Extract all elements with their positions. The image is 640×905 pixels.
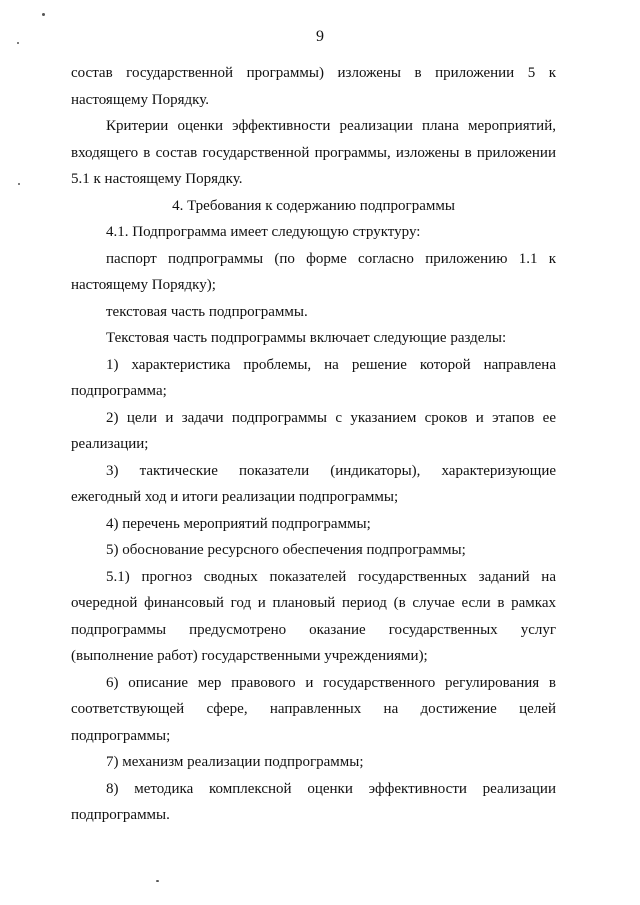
list-item: 6) описание мер правового и государственного регулирования в соответствующей сфере, направленных на достижение целей подпрограммы; [71,674,556,744]
page-number: 9 [316,28,324,45]
list-item: 5.1) прогноз сводных показателей государственных заданий на очередной финансовый год и плановый период (в случае если в рамках подпрограммы предусмотрено оказание государственных услуг (выполнение работ) государственными учреждениями); [71,568,556,664]
scan-speck [17,42,19,44]
paragraph: текстовая часть подпрограммы. [106,303,308,320]
list-item: 7) механизм реализации подпрограммы; [106,754,364,770]
paragraph: Текстовая часть подпрограммы включает следующие разделы: [106,330,507,346]
list-item: 3) тактические показатели (индикаторы), характеризующие ежегодный ход и итоги реализации подпрограммы; [71,462,556,505]
list-item: 1) характеристика проблемы, на решение которой направлена подпрограмма; [71,356,556,399]
section-heading: 4. Требования к содержанию подпрограммы [172,197,455,214]
paragraph: 4.1. Подпрограмма имеет следующую структуру: [106,224,421,240]
list-item: 2) цели и задачи подпрограммы с указанием сроков и этапов ее реализации; [71,409,556,452]
list-item: 5) обоснование ресурсного обеспечения подпрограммы; [106,542,466,558]
document-body [71,60,556,829]
scan-speck [42,13,45,16]
paragraph: паспорт подпрограммы (по форме согласно приложению 1.1 к настоящему Порядку); [71,250,556,293]
list-item: 8) методика комплексной оценки эффективности реализации подпрограммы. [71,780,556,823]
paragraph: Критерии оценки эффективности реализации плана мероприятий, входящего в состав государственной программы, изложены в приложении 5.1 к настоящему Порядку. [71,118,556,187]
paragraph: состав государственной программы) изложены в приложении 5 к настоящему Порядку. [71,65,556,108]
scan-speck [18,183,20,185]
scan-speck [156,880,159,882]
list-item: 4) перечень мероприятий подпрограммы; [106,515,371,532]
